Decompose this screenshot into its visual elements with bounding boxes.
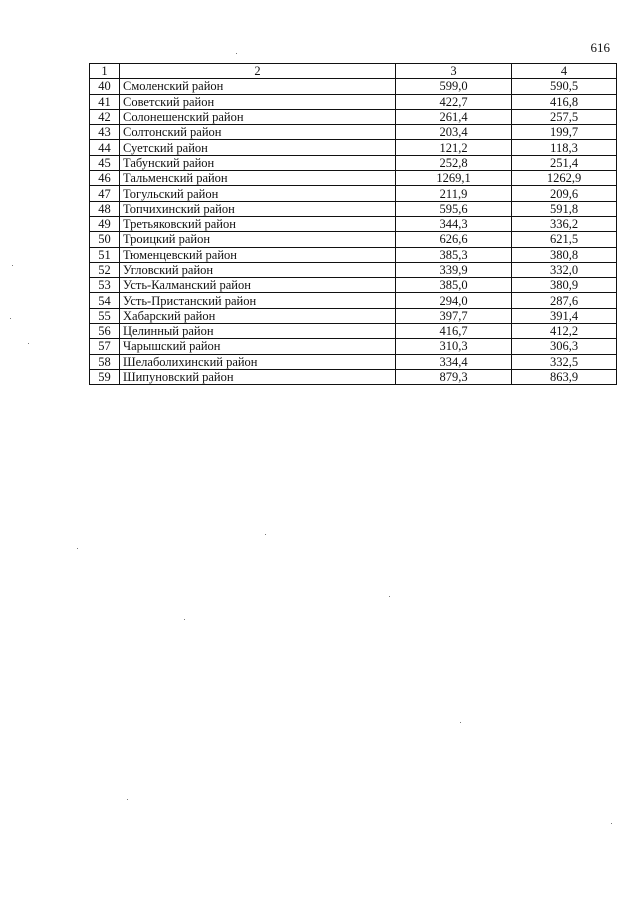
row-number: 49 [90, 216, 120, 231]
row-number: 45 [90, 155, 120, 170]
district-name: Шелаболихинский район [120, 354, 396, 369]
value-col-3: 385,0 [396, 278, 512, 293]
table-row [90, 369, 617, 384]
value-col-4: 412,2 [512, 324, 617, 339]
row-number: 56 [90, 324, 120, 339]
value-col-3: 211,9 [396, 186, 512, 201]
row-number: 57 [90, 339, 120, 354]
row-number: 59 [90, 369, 120, 384]
table-row [90, 247, 617, 262]
district-name: Тюменцевский район [120, 247, 396, 262]
scan-speck [611, 823, 612, 824]
district-name: Солонешенский район [120, 109, 396, 124]
row-number: 52 [90, 262, 120, 277]
district-name: Хабарский район [120, 308, 396, 323]
page-number: 616 [590, 40, 610, 55]
row-number: 44 [90, 140, 120, 155]
value-col-4: 590,5 [512, 79, 617, 94]
value-col-3: 294,0 [396, 293, 512, 308]
table-row [90, 186, 617, 201]
data-table [89, 63, 617, 385]
row-number: 47 [90, 186, 120, 201]
district-name: Чарышский район [120, 339, 396, 354]
value-col-4: 380,8 [512, 247, 617, 262]
value-col-4: 391,4 [512, 308, 617, 323]
value-col-4: 621,5 [512, 232, 617, 247]
district-name: Усть-Калманский район [120, 278, 396, 293]
table-row [90, 308, 617, 323]
district-name: Топчихинский район [120, 201, 396, 216]
value-col-3: 397,7 [396, 308, 512, 323]
table-row [90, 171, 617, 186]
value-col-4: 416,8 [512, 94, 617, 109]
scan-speck [28, 343, 29, 344]
value-col-3: 339,9 [396, 262, 512, 277]
table-row [90, 324, 617, 339]
value-col-3: 626,6 [396, 232, 512, 247]
row-number: 58 [90, 354, 120, 369]
table-row [90, 216, 617, 231]
row-number: 41 [90, 94, 120, 109]
column-header-district: 2 [120, 64, 396, 79]
scan-speck [77, 548, 78, 549]
scan-speck [460, 722, 461, 723]
district-name: Троицкий район [120, 232, 396, 247]
scan-speck [184, 619, 185, 620]
row-number: 53 [90, 278, 120, 293]
value-col-3: 261,4 [396, 109, 512, 124]
scan-speck [10, 318, 11, 319]
table-row [90, 155, 617, 170]
district-name: Усть-Пристанский район [120, 293, 396, 308]
scan-speck [265, 534, 266, 535]
table-row [90, 232, 617, 247]
table-row [90, 262, 617, 277]
table-row [90, 79, 617, 94]
value-col-3: 121,2 [396, 140, 512, 155]
district-name: Тальменский район [120, 171, 396, 186]
district-name: Целинный район [120, 324, 396, 339]
column-header-value-4: 4 [512, 64, 617, 79]
table-body [90, 79, 617, 385]
row-number: 51 [90, 247, 120, 262]
value-col-4: 287,6 [512, 293, 617, 308]
row-number: 40 [90, 79, 120, 94]
table-row [90, 201, 617, 216]
value-col-3: 252,8 [396, 155, 512, 170]
row-number: 50 [90, 232, 120, 247]
table-row [90, 278, 617, 293]
value-col-4: 332,5 [512, 354, 617, 369]
scan-speck [127, 799, 128, 800]
value-col-4: 380,9 [512, 278, 617, 293]
district-name: Табунский район [120, 155, 396, 170]
value-col-4: 118,3 [512, 140, 617, 155]
value-col-4: 336,2 [512, 216, 617, 231]
value-col-4: 306,3 [512, 339, 617, 354]
value-col-3: 599,0 [396, 79, 512, 94]
column-header-number: 1 [90, 64, 120, 79]
district-name: Шипуновский район [120, 369, 396, 384]
value-col-4: 332,0 [512, 262, 617, 277]
value-col-4: 1262,9 [512, 171, 617, 186]
value-col-3: 203,4 [396, 125, 512, 140]
table-row [90, 354, 617, 369]
value-col-3: 385,3 [396, 247, 512, 262]
row-number: 48 [90, 201, 120, 216]
district-name: Третьяковский район [120, 216, 396, 231]
row-number: 54 [90, 293, 120, 308]
table-row [90, 109, 617, 124]
value-col-4: 209,6 [512, 186, 617, 201]
value-col-3: 879,3 [396, 369, 512, 384]
value-col-3: 422,7 [396, 94, 512, 109]
value-col-3: 595,6 [396, 201, 512, 216]
value-col-4: 257,5 [512, 109, 617, 124]
table-header-row [90, 64, 617, 79]
column-header-value-3: 3 [396, 64, 512, 79]
row-number: 43 [90, 125, 120, 140]
district-name: Суетский район [120, 140, 396, 155]
scan-speck [389, 596, 390, 597]
table-row [90, 293, 617, 308]
district-name: Угловский район [120, 262, 396, 277]
value-col-3: 344,3 [396, 216, 512, 231]
district-name: Смоленский район [120, 79, 396, 94]
value-col-4: 863,9 [512, 369, 617, 384]
table-row [90, 94, 617, 109]
table-row [90, 125, 617, 140]
value-col-3: 1269,1 [396, 171, 512, 186]
value-col-3: 416,7 [396, 324, 512, 339]
table-row [90, 140, 617, 155]
row-number: 46 [90, 171, 120, 186]
row-number: 55 [90, 308, 120, 323]
district-name: Солтонский район [120, 125, 396, 140]
value-col-3: 310,3 [396, 339, 512, 354]
row-number: 42 [90, 109, 120, 124]
value-col-4: 251,4 [512, 155, 617, 170]
table-row [90, 339, 617, 354]
value-col-4: 591,8 [512, 201, 617, 216]
scan-speck [12, 265, 13, 266]
scan-speck [236, 53, 237, 54]
district-name: Советский район [120, 94, 396, 109]
district-name: Тогульский район [120, 186, 396, 201]
value-col-3: 334,4 [396, 354, 512, 369]
value-col-4: 199,7 [512, 125, 617, 140]
